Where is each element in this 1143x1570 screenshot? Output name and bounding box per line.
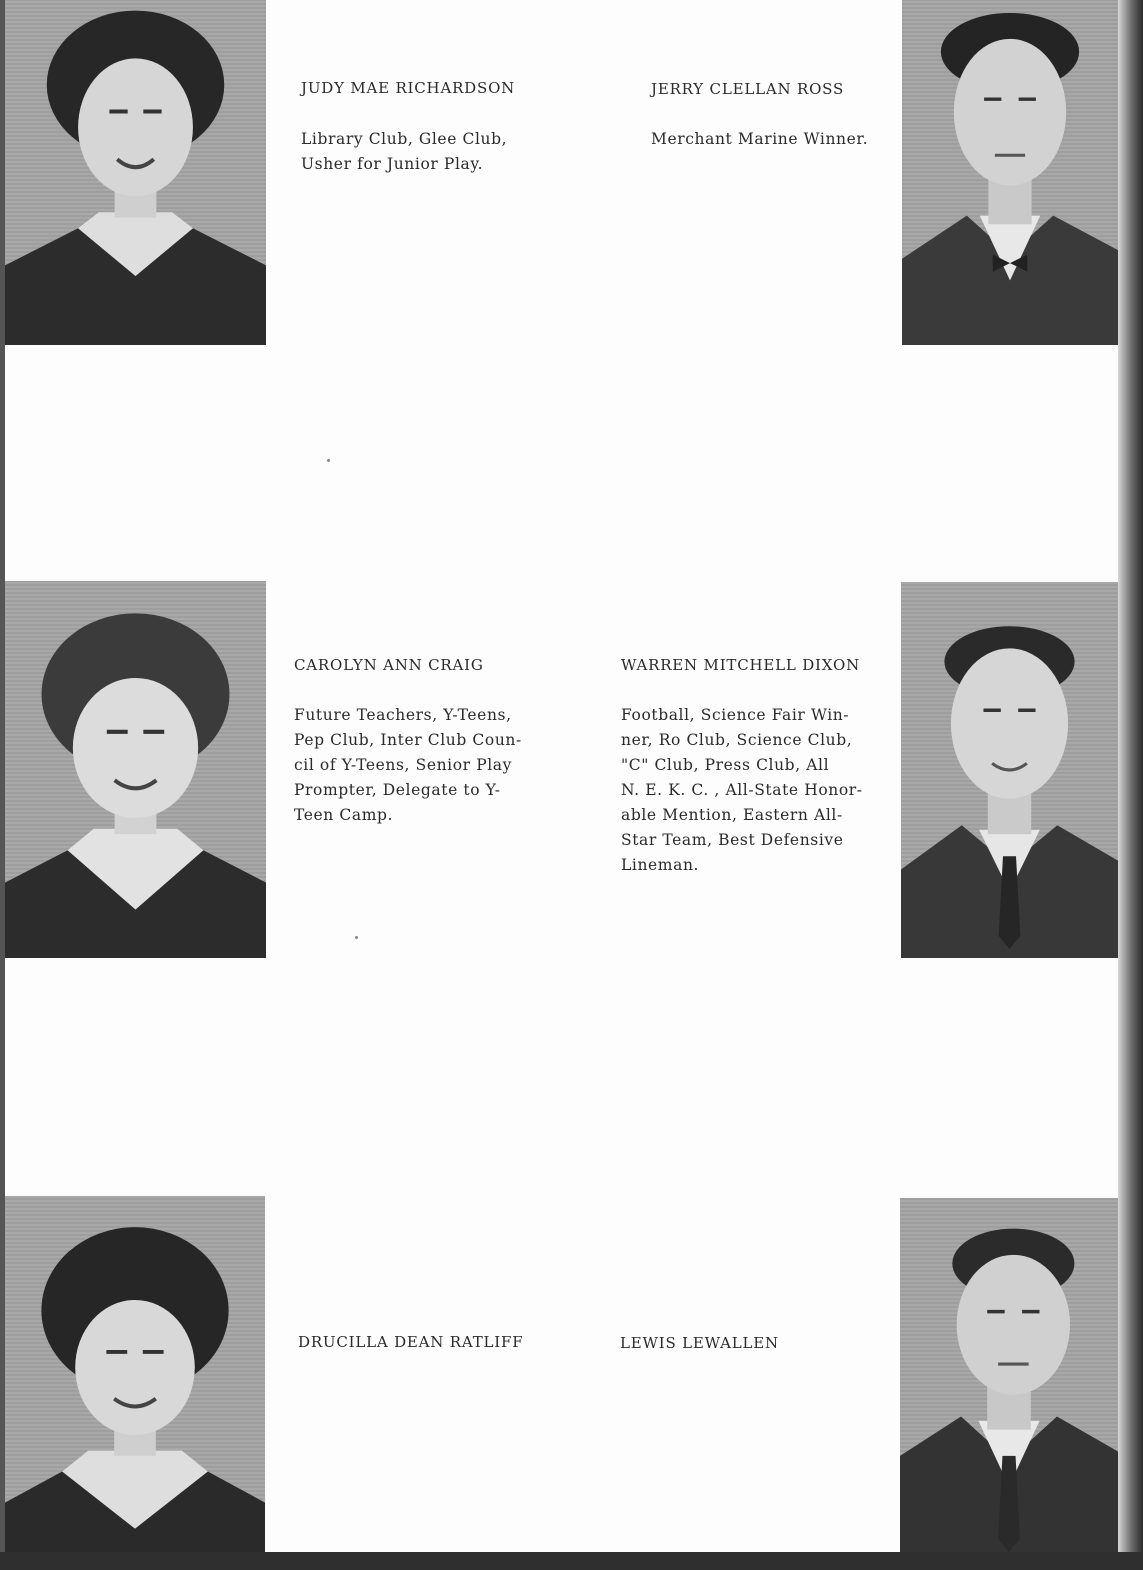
male-portrait-icon	[900, 1198, 1118, 1552]
student-photo-ratliff	[5, 1196, 265, 1552]
female-portrait-icon	[5, 0, 266, 345]
print-speck	[327, 459, 330, 462]
activity-line: Prompter, Delegate to Y-	[294, 781, 501, 799]
student-photo-dixon	[901, 582, 1118, 958]
activity-line: Football, Science Fair Win-	[621, 706, 850, 724]
male-portrait-icon	[902, 0, 1118, 345]
activity-line: "C" Club, Press Club, All	[621, 756, 830, 774]
student-photo-ross	[902, 0, 1118, 345]
student-name-dixon: WARREN MITCHELL DIXON	[621, 656, 861, 674]
student-activities-richardson	[301, 127, 507, 177]
student-photo-lewallen	[900, 1198, 1118, 1552]
student-name-ross: JERRY CLELLAN ROSS	[651, 80, 845, 98]
activity-line: Library Club, Glee Club,	[301, 130, 508, 148]
activity-line: Star Team, Best Defensive	[621, 831, 844, 849]
activity-line: Usher for Junior Play.	[301, 155, 484, 173]
student-activities-ross	[651, 127, 868, 152]
student-photo-richardson	[5, 0, 266, 345]
activity-line: ner, Ro Club, Science Club,	[621, 731, 853, 749]
student-name-richardson: JUDY MAE RICHARDSON	[301, 79, 516, 97]
female-portrait-icon	[5, 1196, 265, 1552]
female-portrait-icon	[5, 581, 266, 958]
page-right-binding-shadow	[1118, 0, 1143, 1570]
activity-line: N. E. K. C. , All-State Honor-	[621, 781, 863, 799]
student-photo-craig	[5, 581, 266, 958]
student-name-craig: CAROLYN ANN CRAIG	[294, 656, 484, 674]
activity-line: Teen Camp.	[294, 806, 394, 824]
activity-line: Pep Club, Inter Club Coun-	[294, 731, 522, 749]
student-activities-dixon	[621, 703, 863, 878]
activity-line: Lineman.	[621, 856, 700, 874]
student-name-ratliff: DRUCILLA DEAN RATLIFF	[298, 1333, 524, 1351]
print-speck	[355, 936, 358, 939]
activity-line: able Mention, Eastern All-	[621, 806, 843, 824]
activity-line: cil of Y-Teens, Senior Play	[294, 756, 512, 774]
activity-line: Merchant Marine Winner.	[651, 130, 869, 148]
student-name-lewallen: LEWIS LEWALLEN	[620, 1334, 779, 1352]
activity-line: Future Teachers, Y-Teens,	[294, 706, 512, 724]
student-activities-craig	[294, 703, 522, 828]
male-portrait-icon	[901, 582, 1118, 958]
page-bottom-scan-edge	[0, 1552, 1143, 1570]
